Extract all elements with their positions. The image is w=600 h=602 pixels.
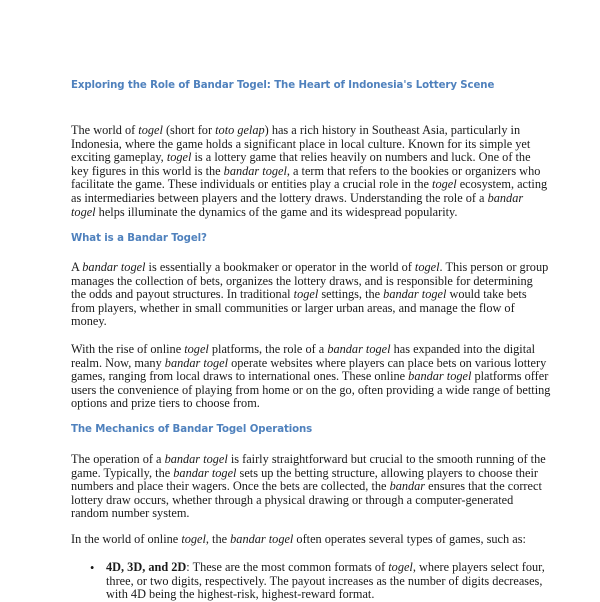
text-line: from players, whether in small communities or larger urban areas, and manage the flow of: [71, 300, 515, 315]
text-line: three, or two digits, respectively. The payout increases as the number of digits decreases,: [106, 573, 543, 588]
text-line: key figures in this world is the bandar togel, a term that refers to the bookies or organizers who: [71, 163, 541, 178]
text-line: game. Typically, the bandar togel sets up the betting structure, allowing players to choose their: [71, 465, 539, 480]
text-line: 4D, 3D, and 2D: These are the most common formats of togel, where players select four,: [106, 560, 545, 574]
what-is-paragraph-1: [71, 261, 548, 329]
text-line: Indonesia, where the game holds a significant place in local culture. Known for its simple yet: [71, 136, 531, 151]
mechanics-paragraph-2: [71, 533, 526, 547]
text-line: In the world of online togel, the bandar togel often operates several types of games, such as:: [71, 532, 526, 546]
mechanics-paragraph-1: [71, 453, 546, 521]
text-line: the odds and payout structures. In traditional togel settings, the bandar togel would take bets: [71, 287, 527, 302]
bullet-text: [106, 561, 545, 602]
text-line: games, ranging from local draws to international ones. These online bandar togel platforms offer: [71, 369, 549, 384]
what-is-paragraph-2: [71, 343, 550, 411]
text-line: as intermediaries between players and the lottery draws. Understanding the role of a bandar: [71, 190, 524, 205]
section-heading-mechanics: The Mechanics of Bandar Togel Operations: [71, 424, 313, 435]
text-line: manages the collection of bets, organizes the lottery draws, and is responsible for determining: [71, 273, 533, 288]
text-line: The operation of a bandar togel is fairly straightforward but crucial to the smooth running of the: [71, 452, 546, 466]
text-line: With the rise of online togel platforms, the role of a bandar togel has expanded into the digital: [71, 342, 535, 356]
text-line: random number system.: [71, 506, 190, 521]
section-heading-what-is: What is a Bandar Togel?: [71, 233, 207, 244]
document-title: Exploring the Role of Bandar Togel: The Heart of Indonesia's Lottery Scene: [71, 80, 495, 91]
text-line: lottery draw occurs, whether through a physical drawing or through a computer-generated: [71, 492, 514, 507]
bullet-marker-icon: •: [90, 561, 95, 575]
text-line: togel helps illuminate the dynamics of the game and its widespread popularity.: [71, 204, 458, 219]
text-line: users the convenience of playing from home or on the go, often providing a wide range of betting: [71, 382, 551, 397]
intro-paragraph: [71, 124, 547, 219]
text-line: with 4D being the highest-risk, highest-reward format.: [106, 587, 375, 602]
text-line: The world of togel (short for toto gelap) has a rich history in Southeast Asia, particularly in: [71, 123, 521, 137]
text-line: money.: [71, 314, 107, 329]
text-line: options and prize tiers to choose from.: [71, 396, 260, 411]
text-line: A bandar togel is essentially a bookmaker or operator in the world of togel. This person or group: [71, 260, 549, 274]
text-line: exciting gameplay, togel is a lottery game that relies heavily on numbers and luck. One of the: [71, 150, 531, 165]
text-line: numbers and place their wagers. Once the bets are collected, the bandar ensures that the correct: [71, 479, 542, 494]
text-line: realm. Now, many bandar togel operate websites where players can place bets on various lottery: [71, 355, 547, 370]
text-line: facilitate the game. These individuals or entities play a crucial role in the togel ecosystem, acting: [71, 177, 548, 192]
